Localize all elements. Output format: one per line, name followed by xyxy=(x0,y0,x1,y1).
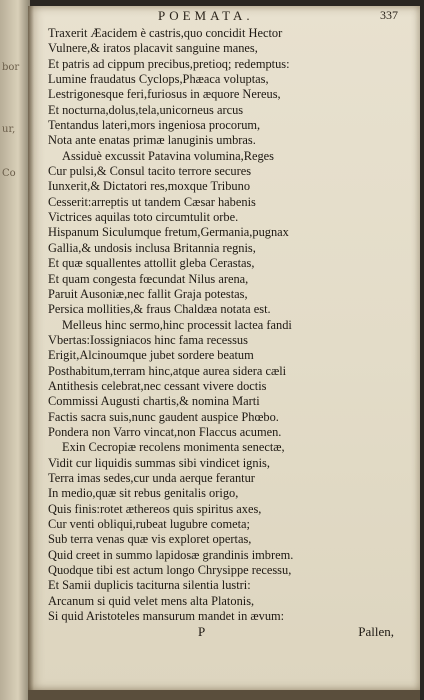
text-line: Assiduè excussit Patavina volumina,Reges xyxy=(62,148,274,163)
running-title: POEMATA. xyxy=(158,8,254,23)
text-line: Nota ante enatas primæ lanuginis umbras. xyxy=(48,133,256,148)
text-line: Vulnere,& iratos placavit sanguine manes, xyxy=(48,41,258,56)
signature-mark: P xyxy=(198,624,206,639)
text-line: Cur venti obliqui,rubeat lugubre cometa; xyxy=(48,517,250,531)
text-line: Vidit cur liquidis summas sibi vindicet ignis, xyxy=(48,455,270,470)
text-line: Exin Cecropiæ recolens monimenta senectæ, xyxy=(62,440,285,455)
text-line: Terra imas sedes,cur unda aerque ferantur xyxy=(48,470,255,485)
text-line: Victrices aquilas toto circumtulit orbe. xyxy=(48,210,239,225)
text-line: Iunxerit,& Dictatori res,moxque Tribuno xyxy=(48,179,251,194)
previous-page-edge xyxy=(0,0,30,700)
catchword: Pallen, xyxy=(358,624,394,639)
text-line: Sub terra venas quæ vis exploret opertas, xyxy=(48,532,252,547)
text-line: In medio,quæ sit rebus genitalis origo, xyxy=(48,486,239,501)
text-line: Cesserit:arreptis ut tandem Cæsar habenis xyxy=(48,194,256,209)
text-line: Paruit Ausoniæ,nec fallit Graja potestas, xyxy=(48,286,248,301)
text-line: Hispanum Siculumque fretum,Germania,pugnax xyxy=(48,225,289,240)
text-line: Et quæ squallentes attollit gleba Cerastas, xyxy=(48,256,255,271)
text-line: Cur pulsi,& Consul tacito terrore secures xyxy=(48,164,252,179)
text-line: Et Samii duplicis taciturna silentia lustri: xyxy=(48,578,251,593)
page-bottom-edge xyxy=(28,690,420,700)
text-line: Traxerit Æacidem è castris,quo concidit Hector xyxy=(48,26,283,40)
book-page xyxy=(28,6,420,690)
text-line: Commissi Augusti chartis,& nomina Marti xyxy=(48,394,260,409)
text-line: Et quam congesta fœcundat Nilus arena, xyxy=(48,271,249,286)
previous-page-fragment: Co xyxy=(2,168,16,179)
previous-page-fragment: ur, xyxy=(2,124,16,135)
text-line: Erigit,Alcinoumque jubet sordere beatum xyxy=(48,348,254,363)
text-line: Pondera non Varro vincat,non Flaccus acumen. xyxy=(48,424,282,439)
text-line: Et patris ad cippum precibus,pretioq; redemptus: xyxy=(48,56,290,71)
text-line: Tentandus lateri,mors ingeniosa procorum, xyxy=(48,118,261,133)
page-footer xyxy=(28,624,420,642)
text-line: Posthabitum,terram hinc,atque aurea sidera cæli xyxy=(48,363,287,378)
text-line: Quodque tibi est actum longo Chrysippe recessu, xyxy=(48,563,292,578)
poem-text xyxy=(48,26,404,624)
page-number: 337 xyxy=(380,8,398,22)
text-line: Gallia,& undosis inclusa Britannia regnis, xyxy=(48,240,256,255)
running-head xyxy=(28,6,420,26)
page-gutter-shadow xyxy=(28,6,34,690)
text-line: Lumine fraudatus Cyclops,Phæaca voluptas, xyxy=(48,72,269,87)
text-line: Quis finis:rotet æthereos quis spiritus axes, xyxy=(48,501,262,516)
text-line: Factis sacra suis,nunc gaudent auspice Phœbo. xyxy=(48,409,279,424)
previous-page-fragment: bor xyxy=(2,62,20,73)
text-line: Lestrigonesque feri,furiosus in æquore Nereus, xyxy=(48,87,281,102)
text-line: Et nocturna,dolus,tela,unicorneus arcus xyxy=(48,102,244,117)
text-line: Quid creet in summo lapidosæ grandinis imbrem. xyxy=(48,547,294,562)
text-line: Antithesis celebrat,nec cessant vivere doctis xyxy=(48,378,267,393)
text-line: Persica mollities,& fraus Chaldæa notata est. xyxy=(48,302,271,317)
text-line: Si quid Aristoteles mansurum mandet in ævum: xyxy=(48,609,285,624)
text-line: Vbertas:Iossigniacos hinc fama recessus xyxy=(48,332,248,347)
text-line: Arcanum si quid velet mens alta Platonis, xyxy=(48,593,255,608)
text-line: Melleus hinc sermo,hinc processit lactea fandi xyxy=(62,317,292,332)
